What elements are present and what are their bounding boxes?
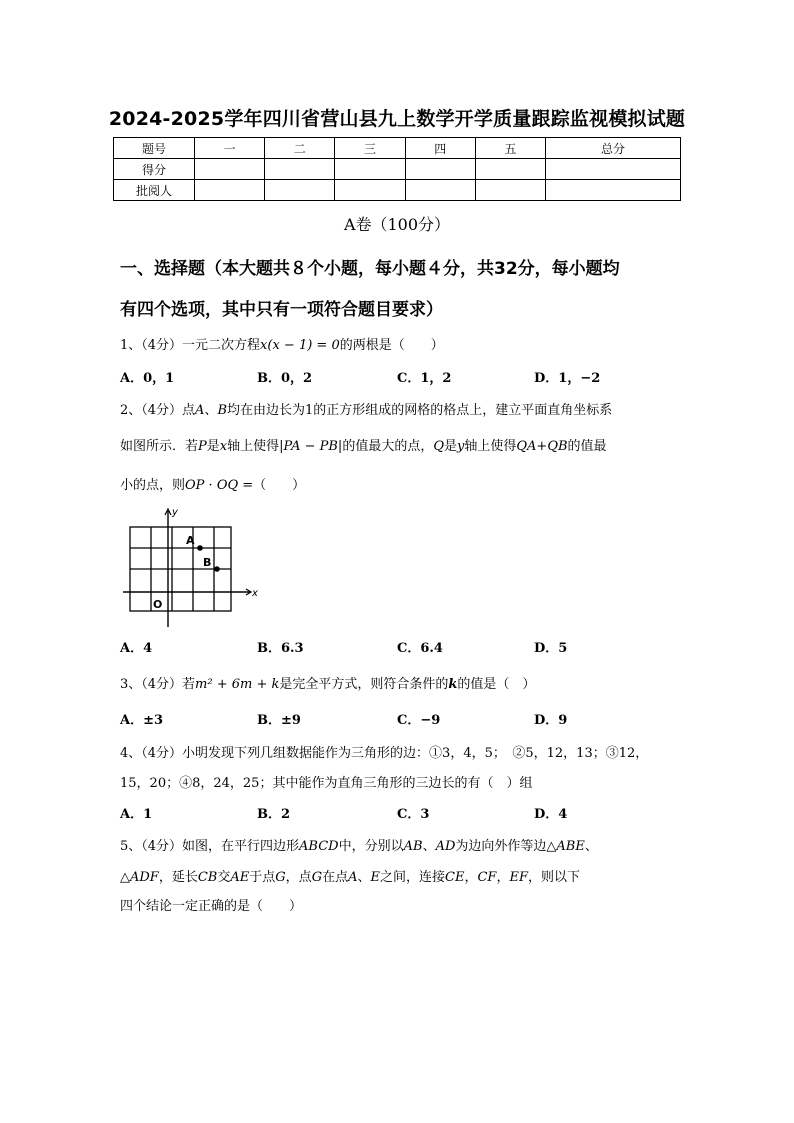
question-4-line2: 15，20；④8，24，25；其中能作为直角三角形的三边长的有（ ）组 <box>120 776 533 791</box>
reviewer-cell[interactable] <box>546 180 681 201</box>
option-a[interactable]: A．1 <box>120 807 153 822</box>
question-3-stem: 3、（4分）若m² + 6m + k是完全平方式，则符合条件的k的值是（ ） <box>120 677 536 692</box>
point-a <box>197 545 203 551</box>
score-cell[interactable] <box>475 159 545 180</box>
option-b[interactable]: B．0，2 <box>257 371 313 386</box>
exam-title: 2024-2025学年四川省营山县九上数学开学质量跟踪监视模拟试题 <box>108 108 686 130</box>
reviewer-row <box>114 180 681 201</box>
reviewer-cell[interactable] <box>405 180 475 201</box>
option-d[interactable]: D．4 <box>534 807 568 822</box>
point-b-label: B <box>203 556 212 569</box>
row-label: 批阅人 <box>114 180 195 201</box>
score-row <box>114 159 681 180</box>
coordinate-grid-figure <box>120 505 260 629</box>
score-cell[interactable] <box>405 159 475 180</box>
option-a[interactable]: A．0，1 <box>120 371 175 386</box>
score-cell[interactable] <box>335 159 405 180</box>
question-5-line1: 5、（4分）如图，在平行四边形ABCD中，分别以AB、AD为边向外作等边△ABE、 <box>120 839 598 854</box>
score-cell[interactable] <box>546 159 681 180</box>
option-d[interactable]: D．9 <box>534 713 568 728</box>
option-b[interactable]: B．±9 <box>257 713 301 728</box>
header-cell: 总分 <box>546 138 681 159</box>
point-b <box>214 566 220 572</box>
option-d[interactable]: D．5 <box>534 641 568 656</box>
header-cell: 三 <box>335 138 405 159</box>
score-cell[interactable] <box>265 159 335 180</box>
axis-y-label: y <box>172 507 178 518</box>
score-table <box>113 137 681 201</box>
math-expression: m² + 6m + k <box>195 677 280 692</box>
reviewer-cell[interactable] <box>335 180 405 201</box>
row-label: 得分 <box>114 159 195 180</box>
axis-x-label: x <box>252 588 258 599</box>
section-a-title: A卷（100分） <box>343 215 451 234</box>
header-cell: 一 <box>195 138 265 159</box>
option-a[interactable]: A．4 <box>120 641 153 656</box>
question-2-line3: 小的点，则OP · OQ =（ ） <box>120 478 306 493</box>
question-4-line1: 4、（4分）小明发现下列几组数据能作为三角形的边：①3，4，5； ②5，12，13；③12， <box>120 746 649 761</box>
option-c[interactable]: C．−9 <box>397 713 441 728</box>
question-5-line3: 四个结论一定正确的是（ ） <box>120 899 303 914</box>
option-c[interactable]: C．3 <box>397 807 430 822</box>
option-b[interactable]: B．2 <box>257 807 291 822</box>
reviewer-cell[interactable] <box>475 180 545 201</box>
header-cell: 四 <box>405 138 475 159</box>
option-b[interactable]: B．6.3 <box>257 641 304 656</box>
option-d[interactable]: D．1，−2 <box>534 371 601 386</box>
option-c[interactable]: C．6.4 <box>397 641 443 656</box>
score-cell[interactable] <box>195 159 265 180</box>
question-5-line2: △ADF，延长CB交AE于点G，点G在点A、E之间，连接CE，CF，EF，则以下 <box>120 870 580 885</box>
option-c[interactable]: C．1，2 <box>397 371 452 386</box>
header-cell: 五 <box>475 138 545 159</box>
part1-heading-line2: 有四个选项，其中只有一项符合题目要求） <box>120 300 443 320</box>
option-a[interactable]: A．±3 <box>120 713 164 728</box>
header-cell: 二 <box>265 138 335 159</box>
question-2-line2: 如图所示．若P是x轴上使得|PA − PB|的值最大的点，Q是y轴上使得QA+QB的值最 <box>120 439 607 454</box>
reviewer-cell[interactable] <box>195 180 265 201</box>
header-cell: 题号 <box>114 138 195 159</box>
point-a-label: A <box>186 534 195 547</box>
question-2-line1: 2、（4分）点A、B均在由边长为1的正方形组成的网格的格点上，建立平面直角坐标系 <box>120 403 613 418</box>
part1-heading-line1: 一、选择题（本大题共８个小题，每小题４分，共32分，每小题均 <box>120 259 620 279</box>
score-table-header-row <box>114 138 681 159</box>
reviewer-cell[interactable] <box>265 180 335 201</box>
math-expression: x(x − 1) = 0 <box>260 338 340 353</box>
question-1-stem: 1、（4分）一元二次方程x(x − 1) = 0的两根是（ ） <box>120 338 444 353</box>
origin-label: O <box>153 598 163 611</box>
